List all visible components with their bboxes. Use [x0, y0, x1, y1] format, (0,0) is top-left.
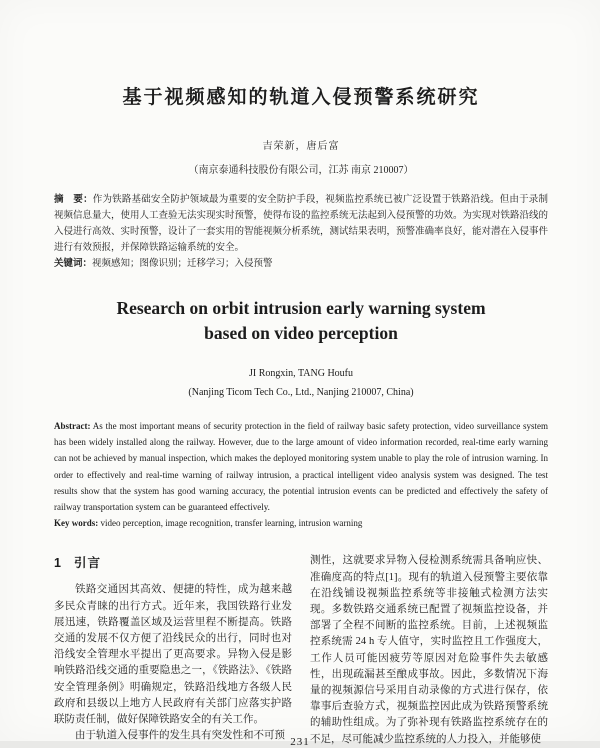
section-1-number: 1 — [54, 556, 62, 571]
intro-paragraph-2-right: 测性，这就要求异物入侵检测系统需具备响应快、准确度高的特点[1]。现有的轨道入侵预警主要依靠在沿线铺设视频监控系统等非接触式检测方法实现。多数铁路交通系统已配置了视频监控设备，并部署了全程不间断的监控系统。目前，上述视频监控系统需 24 h 专人值守，实时监控且工作强度大，工作人员可能因疲劳等原因对危险事件失去敏感性，出现疏漏甚至酿成事故。因此，多数情况下海量的视频源信号采用自动录像的方式进行保存，依靠事后查验方式，视频监控因此成为铁路预警系统的辅助性组成。为了弥补现有铁路监控系统存在的不足，尽可能减少监控系统的人力投入，并能够使 — [310, 555, 548, 745]
keywords-zh — [54, 256, 548, 272]
body-columns — [54, 553, 548, 747]
intro-paragraph-2-left: 由于轨道入侵事件的发生具有突发性和不可预 — [75, 730, 285, 742]
paper-title-en — [54, 296, 548, 346]
keywords-zh-label: 关键词： — [54, 259, 93, 269]
keywords-en-text: video perception, image recognition, transfer learning, intrusion warning — [100, 518, 363, 529]
abstract-en-text: As the most important means of security protection in the field of railway basic safety protection, video surveillance system has been widely installed along the railway. However, due to the large amount of video information recorded, real-time early warning can not be achieved by manual inspection, which makes the deployed monitoring system unable to play the role of intrusion warning. In order to effectively and real-time warning of railway intrusion, a practical intelligent video analysis system was designed. The test results show that the system has good warning accuracy, the potential intrusion events can be predicted and effectively the safety of railway transportation system can be guaranteed effectively. — [54, 421, 548, 513]
abstract-zh-text: 作为铁路基础安全防护领域最为重要的安全防护手段，视频监控系统已被广泛设置于铁路沿线。但由于录制视频信息量大，使用人工查验无法实现实时预警，使得布设的监控系统无法起到入侵预警的功效。为实现对铁路沿线的入侵进行高效、实时预警，设计了一套实用的智能视频分析系统，测试结果表明，预警准确率良好，能对潜在入侵事件进行有效预报，并保障铁路运输系统的安全。 — [54, 195, 549, 253]
left-column — [54, 553, 292, 747]
abstract-en-label: Abstract: — [54, 421, 91, 431]
intro-paragraph-1: 铁路交通因其高效、便捷的特性，成为越来越多民众青睐的出行方式。近年来，我国铁路行业发展迅速，铁路覆盖区域及运营里程不断提高。铁路交通的发展不仅方便了沿线民众的出行，同时也对沿线安全管理水平提出了更高要求。异物入侵是影响铁路沿线交通的重要隐患之一，《铁路法》、《铁路安全管理条例》明确规定，铁路沿线地方各级人民政府和县级以上地方人民政府有关部门应落实护路联防责任制，做好保障铁路安全的有关工作。 — [54, 584, 292, 726]
paper-title-en-line2: based on video perception — [204, 323, 398, 343]
page-content — [54, 0, 548, 748]
authors-en: JI Rongxin, TANG Houfu — [248, 368, 353, 379]
authors-zh: 吉荣新，唐后富 — [262, 141, 340, 152]
section-1-heading — [54, 553, 292, 571]
affiliation-zh: （南京泰通科技股份有限公司，江苏 南京 210007） — [188, 165, 414, 176]
affiliation-en: (Nanjing Ticom Tech Co., Ltd., Nanjing 210007, China) — [188, 387, 414, 398]
keywords-en-label: Key words: — [54, 518, 99, 529]
abstract-zh — [54, 192, 548, 256]
keywords-zh-text: 视频感知；图像识别；迁移学习；入侵预警 — [92, 259, 273, 269]
keywords-en — [54, 515, 548, 531]
abstract-en — [54, 418, 548, 515]
right-column — [310, 553, 548, 747]
paper-title-en-line1: Research on orbit intrusion early warning system — [116, 298, 486, 318]
paper-title-zh: 基于视频感知的轨道入侵预警系统研究 — [122, 87, 480, 108]
abstract-zh-label: 摘 要： — [54, 195, 93, 205]
page-number: 231 — [290, 736, 310, 748]
section-1-title: 引言 — [73, 556, 101, 571]
